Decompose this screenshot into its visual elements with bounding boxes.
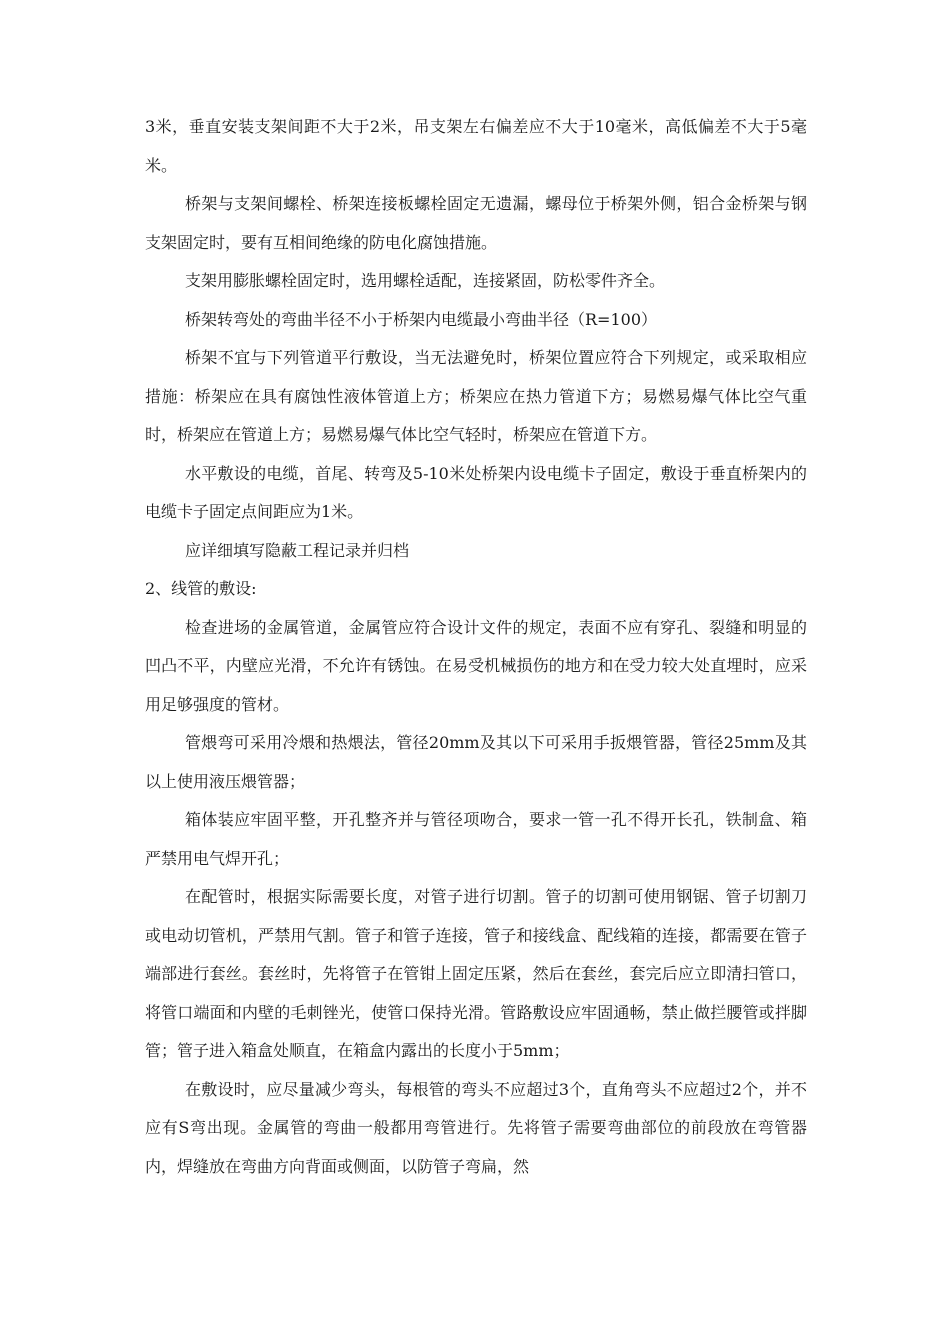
paragraph-pipe-inspection: 检查进场的金属管道，金属管应符合设计文件的规定，表面不应有穿孔、裂缝和明显的凹凸不平，内壁应光滑，不允许有锈蚀。在易受机械损伤的地方和在受力较大处直埋时，应采用足够强度的管材。 [145,617,807,714]
paragraph-box-installation: 箱体装应牢固平整，开孔整齐并与管径项吻合，要求一管一孔不得开长孔，铁制盒、箱严禁用电气焊开孔； [145,810,807,868]
paragraph-pipe-bending: 管煨弯可采用冷煨和热煨法，管径20mm及其以下可采用手扳煨管器，管径25mm及其以上使用液压煨管器； [145,733,807,791]
paragraph-cable-clamps: 水平敷设的电缆，首尾、转弯及5-10米处桥架内设电缆卡子固定，敷设于垂直桥架内的电缆卡子固定点间距应为1米。 [145,463,807,521]
paragraph-pipe-cutting: 在配管时，根据实际需要长度，对管子进行切割。管子的切割可使用钢锯、管子切割刀或电动切管机，严禁用气割。管子和管子连接，管子和接线盒、配线箱的连接，都需要在管子端部进行套丝。套丝时，先将管子在管钳上固定压紧，然后在套丝，套完后应立即清扫管口，将管口端面和内壁的毛刺锉光，使管口保持光滑。管路敷设应牢固通畅，禁止做拦腰管或拌脚管；管子进入箱盒处顺直，在箱盒内露出的长度小于5mm； [145,887,807,1060]
document-page [145,108,807,1186]
paragraph-hidden-works-record: 应详细填写隐蔽工程记录并归档 [185,540,410,560]
paragraph-expansion-bolt: 支架用膨胀螺栓固定时，选用螺栓适配，连接紧固，防松零件齐全。 [185,271,666,290]
paragraph-bolt-fixing: 桥架与支架间螺栓、桥架连接板螺栓固定无遗漏，螺母位于桥架外侧，铝合金桥架与钢支架固定时，要有互相间绝缘的防电化腐蚀措施。 [145,194,807,252]
paragraph-bend-radius: 桥架转弯处的弯曲半径不小于桥架内电缆最小弯曲半径（R=100） [185,309,657,329]
paragraph-bracket-spacing: 3米，垂直安装支架间距不大于2米，吊支架左右偏差应不大于10毫米，高低偏差不大于5毫米。 [145,117,807,175]
paragraph-parallel-pipes: 桥架不宜与下列管道平行敷设，当无法避免时，桥架位置应符合下列规定，或采取相应措施：桥架应在具有腐蚀性液体管道上方；桥架应在热力管道下方；易燃易爆气体比空气重时，桥架应在管道上方；易燃易爆气体比空气轻时，桥架应在管道下方。 [145,348,807,444]
paragraph-laying-bends: 在敷设时，应尽量减少弯头，每根管的弯头不应超过3个，直角弯头不应超过2个，并不应有S弯出现。金属管的弯曲一般都用弯管进行。先将管子需要弯曲部位的前段放在弯管器内，焊缝放在弯曲方向背面或侧面，以防管子弯扁，然 [145,1079,807,1176]
section-heading-conduit: 2、线管的敷设: [145,579,257,598]
